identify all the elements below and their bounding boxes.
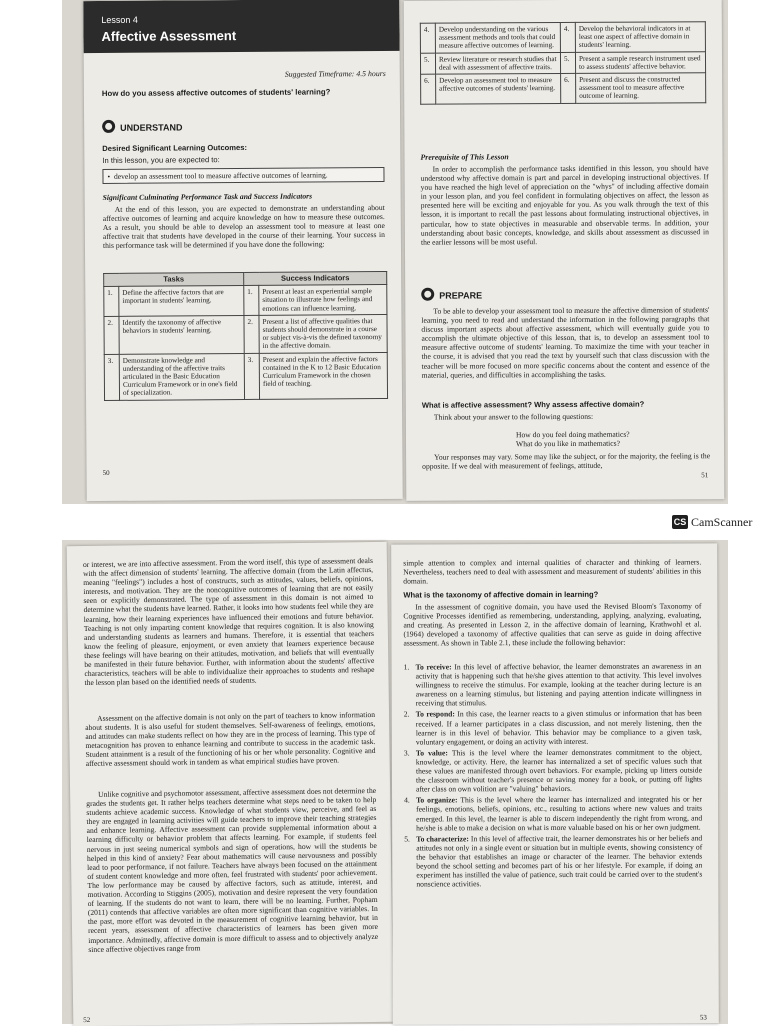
- page-number: 50: [102, 468, 110, 477]
- indicator-number: 6.: [561, 73, 576, 103]
- page-number: 53: [699, 1013, 707, 1022]
- scpt-heading: Significant Culminating Performance Task and Success Indicators: [102, 191, 313, 202]
- dslo-item-box: [102, 167, 384, 184]
- indicator-number: 5.: [560, 52, 575, 73]
- dslo-intro: In this lesson, you are expected to:: [102, 155, 220, 165]
- question-2: What do you like in mathematics?: [515, 438, 621, 449]
- prepare-heading: PREPARE: [439, 290, 483, 301]
- tasks-table-continued: [420, 21, 706, 104]
- item-number: 5.: [404, 834, 410, 844]
- what-heading: What is affective assessment? Why assess affective domain?: [421, 399, 645, 410]
- bullet-icon: •: [107, 171, 114, 181]
- item-text: This is the level where the learner has internalized and integrated his or her feelings, emotions, beliefs, opinions, etc., resulting to actions where new values and traits emerged. In this level, the learner is able to discern independently the right from wrong, and he/she is able to make a decision on what is more valuable based on his or her own judgment.: [416, 794, 703, 833]
- tasks-header: Tasks: [104, 272, 244, 286]
- table-row: [104, 314, 387, 354]
- understand-heading: UNDERSTAND: [120, 122, 183, 133]
- indicator-number: 1.: [244, 286, 259, 316]
- page-52: [67, 542, 394, 1026]
- indicator-number: 4.: [560, 22, 575, 52]
- camscanner-text: CamScanner: [691, 515, 753, 529]
- task-number: 4.: [420, 23, 435, 53]
- task-number: 3.: [104, 354, 119, 400]
- indicator-text: Present at least an experiential sample situation to illustrate how feelings and emotions can influence learning.: [259, 285, 387, 316]
- guiding-question: How do you assess affective outcomes of students' learning?: [101, 87, 331, 98]
- item-number: 2.: [403, 709, 410, 719]
- indicator-text: Present a sample research instrument used to assess students' affective behavior.: [575, 51, 705, 73]
- tasks-table: [103, 271, 388, 401]
- item-text: In this level of affective trait, the learner demonstrates his or her beliefs and attitudes not only in a single event or situation but in multiple events, showing consistency of the behavior that establishes an image or character of the learner. The behavior extends beyond the school setting and becomes part of his or her lifestyle. For example, if doing an experiment has instilled the value of patience, such trait could be carried over to the student's nonscience activities.: [416, 833, 703, 889]
- taxonomy-text: In the assessment of cognitive domain, you have used the Revised Bloom's Taxonomy of Cognitive Processes identified as remembering, understanding, applying, analyzing, evaluating, and creating. As presented in Lesson 2, in the affective domain of learning, Krathwohl et al. (1964) developed a taxonomy of affective qualities that can serve as guide in doing affective assessment. As shown in Table 2.1, these include the following behavior:: [403, 601, 702, 648]
- indicator-text: Present a list of affective qualities that students should demonstrate in a course or subject vis-à-vis the defined taxonomy in the affective domain.: [259, 314, 387, 353]
- list-item: [404, 833, 702, 889]
- list-item: [404, 661, 702, 708]
- task-number: 5.: [420, 53, 435, 74]
- item-number: 1.: [403, 662, 410, 672]
- responses-text: Your responses may vary. Some may like the subject, or for the majority, the feeling is the opposite. If we deal with measurement of feelings, attitude,: [422, 451, 711, 471]
- para-1: or interest, we are into affective assessment. From the word itself, this type of assessment deals with the affect dimension of students' learning. The affective domain (from the Latin affectus, meaning "feelings") includes a host of constructs, such as attitudes, values, beliefs, opinions, interests, and motivation. They are the noncognitive outcomes of learning that are not easily seen or explicitly demonstrated. The type of assessment in this domain is not aimed to determine what the students have learned. Rather, it looks into how students feel while they are learning, how their learning experiences have influenced their emotions and future behavior. Teaching is not only imparting content knowledge that requires cognition. It is also knowing and understanding students as learners and humans. Therefore, it is essential that teachers know the feeling of pleasure, enjoyment, or even anxiety that learners experience because these feelings will have bearing on their attitudes, motivation, and beliefs that will eventually be manifested in their future behavior. Further, with information about the students' affective characteristics, teachers will be able to individualize their approaches to students and reshape the lesson plan based on the identified needs of students.: [82, 555, 375, 688]
- list-item: [404, 795, 702, 832]
- prepare-text: To be able to develop your assessment tool to measure the affective dimension of students' learning, you need to read and understand the information in the following paragraphs that discuss important aspects about affective assessment, which will eventually guide you to accomplish the ultimate objective of this lesson, that is, to develop an assessment tool to measure affective outcome of students' learning. To maximize the time with your teacher in the course, it is advised that you read the text by yourself such that class discussion with the teacher will be more focused on more specific concerns about the content and essence of the material, queries, and difficulties in accomplishing the tasks.: [421, 305, 710, 380]
- task-text: Define the affective factors that are important in students' learning.: [119, 286, 244, 316]
- list-item: [404, 709, 702, 746]
- task-number: 6.: [421, 74, 436, 104]
- task-text: Develop understanding on the various assessment methods and tools that could measure affective outcomes of learning.: [435, 23, 560, 53]
- page-number: 51: [701, 471, 709, 480]
- para-1: simple attention to complex and internal qualities of character and thinking of learners. Nevertheless, teachers need to deal with assessment and measurement of students' abilities in this domain.: [403, 557, 702, 586]
- indicators-header: Success Indicators: [244, 271, 387, 285]
- table-row: [420, 51, 705, 74]
- para-3: Unlike cognitive and psychomotor assessment, affective assessment does not determine the grades the students get. It rather helps teachers determine what steps need to be taken to help students achieve academic success. Knowledge of what students view, perceive, and feel as they are engaged in learning activities will guide teachers to improve their teaching strategies and enhance learning. Affective assessment can provide supplemental information about a learning difficulty or behavior problem that affects learning. For example, if students feel nervous in just seeing numerical symbols and sign of operations, how will the students be helped in this kind of anxiety? Fear about mathematics will cause nervousness and possibly lead to poor performance, if not failure. Teachers have always been focused on the attainment of student content knowledge and more often, feel frustrated with students' poor achievement. The low performance may be caused by affective factors, such as attitude, interest, and motivation. According to Stiggins (2005), motivation and desire represent the very foundation of learning. If the students do not want to learn, there will be no learning. Further, Popham (2011) contends that affective variables are often more significant than cognitive variables. In the past, more effort was devoted in the measurement of cognitive learning behavior, but in recent years, assessment of affective characteristics of learners has been given more importance. Admittedly, affective domain is more difficult to assess and to objectively analyze since affective objectives range from: [86, 785, 379, 954]
- item-term: To organize:: [416, 795, 458, 805]
- task-text: Identify the taxonomy of affective behaviors in students' learning.: [119, 315, 244, 354]
- lesson-label: Lesson 4: [101, 14, 138, 25]
- taxonomy-heading: What is the taxonomy of affective domain in learning?: [403, 589, 599, 600]
- indicator-text: Present and explain the affective factors contained in the K to 12 Basic Education Curriculum Framework in the chosen field of teaching.: [259, 352, 387, 399]
- table-row: [104, 285, 387, 317]
- item-term: To receive:: [415, 662, 452, 672]
- dslo-heading: Desired Significant Learning Outcomes:: [102, 142, 248, 153]
- page-50: [83, 0, 402, 501]
- item-text: In this level of affective behavior, the learner demonstrates an awareness in an activity that is happening such that he/she gives attention to that activity. This level involves willingness to receive the stimulus. For example, looking at the teacher during lecture is an awareness on a learning stimulus, but listening and paying attention indicate willingness in receiving that stimulus.: [415, 661, 702, 708]
- affective-levels-list: [404, 661, 703, 890]
- task-number: 1.: [104, 287, 119, 317]
- understand-icon: [102, 120, 115, 133]
- item-text: In this case, the learner reacts to a given stimulus or information that has been received. If a learner participates in a class discussion, and not merely listening, then the learner is in this level of behavior. This behavior may be compliance to a given task, voluntary engagement, or doing an activity with interest.: [415, 708, 702, 747]
- think-text: Think about your answer to the following questions:: [433, 411, 594, 422]
- suggested-timeframe: Suggested Timeframe: 4.5 hours: [284, 68, 386, 79]
- table-row: [104, 352, 387, 400]
- para-2: Assessment on the affective domain is not only on the part of teachers to know information about students. It is also useful for student themselves. Self-awareness of feelings, emotions, and attitudes can make students reflect on how they are in the process of learning. This type of metacognition has proven to enhance learning and contribute to success in the academic task. Student attainment is a result of the functioning of his or her whole personality. Cognitive and affective assessment should work in tandem as what empirical studies have proven.: [85, 709, 376, 769]
- indicator-text: Present and discuss the constructed assessment tool to measure affective outcome of learning.: [576, 73, 706, 103]
- task-text: Review literature or research studies that deal with assessment of affective traits.: [435, 52, 560, 74]
- question-1: How do you feel doing mathematics?: [515, 429, 630, 440]
- prepare-icon: [421, 288, 434, 301]
- lesson-header-band: [83, 0, 399, 53]
- item-text: This is the level where the learner demonstrates commitment to the object, knowledge, or activity. Here, the learner has internalized a set of specific values such that these values are manifested through overt behaviors. For example, picking up litters outside the classroom without teacher's presence or saving money for a book, or putting off lights after class on own volition are "valuing" behaviors.: [415, 747, 702, 794]
- list-item: [404, 747, 702, 794]
- item-number: 4.: [404, 795, 410, 805]
- page-51: [404, 0, 725, 501]
- table-row: [420, 22, 705, 53]
- camscanner-logo-icon: CS: [673, 517, 687, 527]
- item-number: 3.: [403, 748, 410, 758]
- page-53: [391, 543, 719, 1024]
- task-text: Demonstrate knowledge and understanding of the affective traits articulated in the Basic Education Curriculum Framework or in one's field of specialization.: [119, 353, 244, 400]
- table-row: [421, 73, 706, 104]
- indicator-number: 2.: [244, 315, 259, 353]
- dslo-item: develop an assessment tool to measure affective outcomes of learning.: [113, 170, 328, 181]
- item-term: To characterize:: [416, 833, 469, 844]
- indicator-text: Develop the behavioral indicators in at least one aspect of affective domain in students' learning.: [575, 22, 705, 52]
- task-number: 2.: [104, 316, 119, 354]
- prereq-text: In order to accomplish the performance tasks identified in this lesson, you should have understood why affective domain is part and parcel in developing instructional objectives. If you have reached the high level of appreciation on the "whys" of including affective domain in your lesson plan, and you feel confident in formulating objectives on affect, the lesson as presented here will be exciting and enjoyable for you. As you walk through the text of this lesson, it is important to recall the past lessons about formulating instructional objectives, in particular, how to state objectives in measurable and observable terms. In addition, your understanding about basic concepts, knowledge, and skills about assessment as discussed in the earlier lessons will be most useful.: [420, 163, 709, 247]
- scpt-text: At the end of this lesson, you are expected to demonstrate an understanding about affective outcomes of learning and acquire knowledge on how to measure these outcomes. As a result, you should be able to develop an assessment tool to measure at least one affective trait that students have developed in the course of their learning. Your success in this performance task will be determined if you have done the following:: [102, 203, 385, 251]
- lesson-title: Affective Assessment: [101, 28, 237, 44]
- task-text: Develop an assessment tool to measure affective outcomes of students' learning.: [436, 74, 561, 104]
- item-term: To respond:: [415, 709, 455, 719]
- camscanner-watermark: [672, 514, 764, 532]
- item-term: To value:: [415, 748, 448, 758]
- indicator-number: 3.: [244, 353, 259, 399]
- page-number: 52: [83, 1015, 91, 1025]
- prereq-heading: Prerequisite of This Lesson: [420, 152, 509, 162]
